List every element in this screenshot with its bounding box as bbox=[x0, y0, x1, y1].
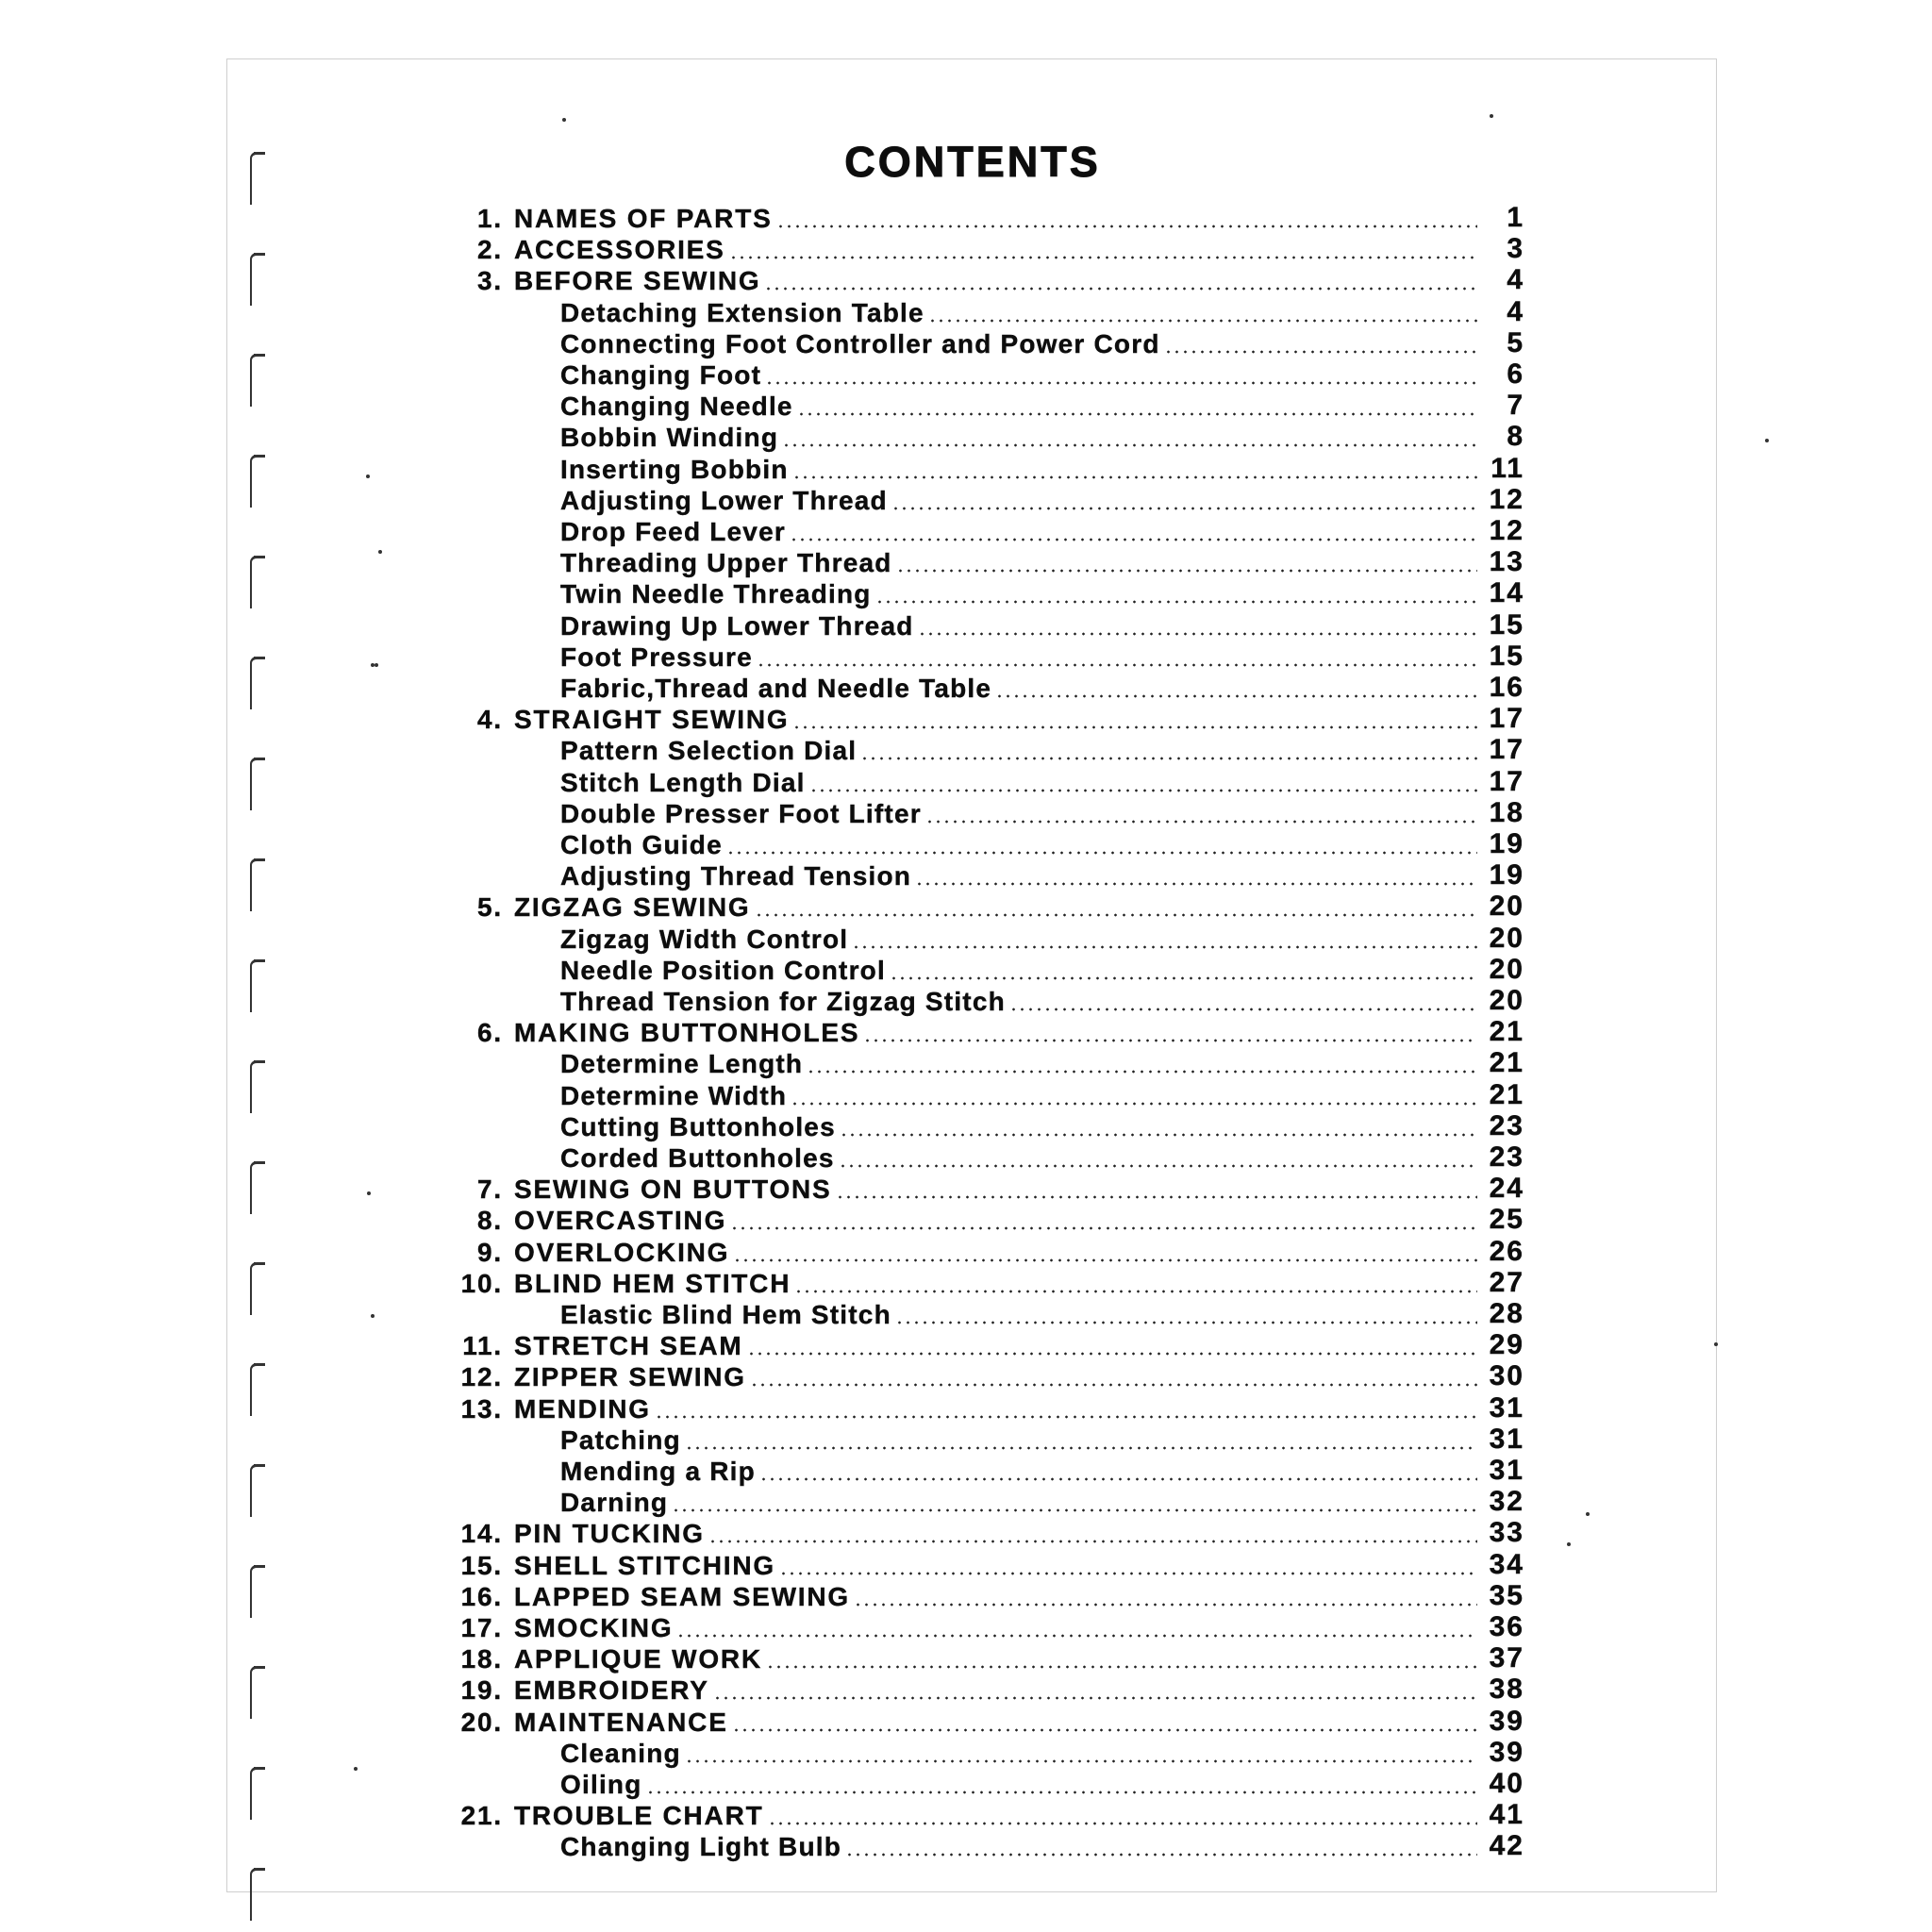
dot-leader bbox=[713, 1696, 1477, 1700]
toc-entry-label: Adjusting Lower Thread bbox=[560, 485, 888, 515]
dot-leader bbox=[794, 1290, 1477, 1293]
toc-entry-label: Determine Width bbox=[560, 1080, 788, 1110]
page-title: CONTENTS bbox=[844, 138, 1101, 186]
dot-leader bbox=[852, 945, 1477, 949]
toc-subsection-entry bbox=[560, 389, 1524, 420]
toc-entry-page-number: 5 bbox=[1507, 326, 1524, 358]
toc-entry-page-number: 23 bbox=[1489, 1141, 1524, 1173]
dot-leader bbox=[896, 569, 1477, 573]
dot-leader bbox=[672, 1508, 1477, 1512]
dot-leader bbox=[836, 1195, 1477, 1199]
toc-entry-label: MENDING bbox=[514, 1393, 651, 1424]
toc-entry-number: 4. bbox=[477, 705, 503, 735]
toc-entry-label: BEFORE SEWING bbox=[514, 266, 761, 296]
toc-entry-label: Pattern Selection Dial bbox=[560, 736, 858, 766]
toc-entry-page-number: 35 bbox=[1489, 1579, 1524, 1611]
toc-entry-page-number: 31 bbox=[1489, 1423, 1524, 1455]
toc-subsection-entry bbox=[560, 1141, 1524, 1172]
toc-entry-label: SHELL STITCHING bbox=[514, 1550, 775, 1580]
toc-entry-label: Corded Buttonholes bbox=[560, 1143, 835, 1173]
dot-leader bbox=[791, 1102, 1477, 1106]
toc-subsection-entry bbox=[560, 358, 1524, 389]
toc-entry-label: TROUBLE CHART bbox=[514, 1801, 764, 1831]
toc-entry-page-number: 27 bbox=[1489, 1266, 1524, 1298]
toc-entry-label: Fabric,Thread and Needle Table bbox=[560, 674, 992, 703]
toc-section-entry bbox=[425, 1673, 1524, 1704]
toc-subsection-entry bbox=[560, 420, 1524, 451]
toc-subsection-entry bbox=[560, 827, 1524, 858]
dot-leader bbox=[792, 725, 1477, 729]
dot-leader bbox=[655, 1415, 1477, 1419]
toc-entry-number: 17. bbox=[460, 1613, 503, 1642]
dot-leader bbox=[895, 1321, 1477, 1324]
toc-entry-page-number: 39 bbox=[1489, 1736, 1524, 1768]
toc-entry-label: BLIND HEM STITCH bbox=[514, 1268, 791, 1298]
toc-entry-page-number: 17 bbox=[1489, 734, 1524, 766]
toc-entry-page-number: 25 bbox=[1489, 1204, 1524, 1236]
toc-entry-page-number: 31 bbox=[1489, 1455, 1524, 1486]
toc-entry-page-number: 41 bbox=[1489, 1799, 1524, 1831]
toc-section-entry bbox=[425, 1015, 1524, 1046]
toc-entry-number: 8. bbox=[477, 1206, 503, 1236]
dot-leader bbox=[685, 1446, 1477, 1450]
toc-section-entry bbox=[425, 1579, 1524, 1610]
toc-entry-page-number: 42 bbox=[1489, 1830, 1524, 1862]
toc-subsection-entry bbox=[560, 1297, 1524, 1328]
toc-subsection-entry bbox=[560, 1829, 1524, 1860]
toc-entry-number: 21. bbox=[460, 1801, 503, 1831]
dot-leader bbox=[676, 1634, 1477, 1638]
toc-entry-number: 5. bbox=[477, 892, 503, 923]
toc-section-entry bbox=[425, 702, 1524, 733]
dot-leader bbox=[1164, 350, 1477, 354]
toc-entry-label: Cloth Guide bbox=[560, 830, 723, 859]
dot-leader bbox=[918, 632, 1477, 636]
toc-entry-number: 14. bbox=[460, 1519, 503, 1549]
toc-subsection-entry bbox=[560, 733, 1524, 764]
toc-entry-page-number: 33 bbox=[1489, 1517, 1524, 1549]
dot-leader bbox=[730, 1226, 1477, 1230]
dot-leader bbox=[729, 256, 1477, 259]
dot-leader bbox=[854, 1603, 1477, 1607]
toc-subsection-entry bbox=[560, 295, 1524, 326]
toc-subsection-entry bbox=[560, 1485, 1524, 1516]
dot-leader bbox=[646, 1790, 1477, 1794]
toc-entry-page-number: 20 bbox=[1489, 953, 1524, 985]
toc-entry-number: 10. bbox=[460, 1268, 503, 1298]
dot-leader bbox=[750, 1383, 1477, 1387]
toc-subsection-entry bbox=[560, 326, 1524, 358]
dot-leader bbox=[792, 475, 1477, 479]
toc-entry-number: 18. bbox=[460, 1644, 503, 1674]
toc-subsection-entry bbox=[560, 858, 1524, 890]
dot-leader bbox=[928, 319, 1477, 323]
scanned-page bbox=[226, 58, 1717, 1892]
toc-entry-label: PIN TUCKING bbox=[514, 1519, 705, 1549]
dot-leader bbox=[765, 381, 1477, 385]
toc-subsection-entry bbox=[560, 545, 1524, 576]
toc-entry-label: MAKING BUTTONHOLES bbox=[514, 1018, 860, 1048]
toc-entry-label: Adjusting Thread Tension bbox=[560, 861, 912, 891]
toc-entry-label: Detaching Extension Table bbox=[560, 297, 924, 327]
toc-entry-label: Bobbin Winding bbox=[560, 423, 779, 453]
toc-section-entry bbox=[425, 1235, 1524, 1266]
toc-entry-page-number: 28 bbox=[1489, 1298, 1524, 1329]
dot-leader bbox=[925, 820, 1477, 824]
toc-entry-page-number: 40 bbox=[1489, 1768, 1524, 1799]
toc-entry-label: Stitch Length Dial bbox=[560, 767, 806, 797]
toc-entry-page-number: 12 bbox=[1489, 515, 1524, 546]
toc-entry-label: Changing Light Bulb bbox=[560, 1832, 842, 1862]
table-of-contents bbox=[227, 59, 1718, 1893]
toc-entry-page-number: 18 bbox=[1489, 796, 1524, 828]
toc-entry-label: Connecting Foot Controller and Power Cord bbox=[560, 328, 1160, 358]
toc-entry-page-number: 37 bbox=[1489, 1642, 1524, 1674]
dot-leader bbox=[764, 287, 1477, 291]
toc-entry-label: STRETCH SEAM bbox=[514, 1331, 743, 1361]
toc-entry-label: Changing Foot bbox=[560, 360, 762, 390]
dot-leader bbox=[891, 507, 1477, 510]
toc-subsection-entry bbox=[560, 671, 1524, 702]
dot-leader bbox=[790, 538, 1477, 541]
toc-subsection-entry bbox=[560, 1767, 1524, 1798]
dot-leader bbox=[797, 412, 1477, 416]
toc-entry-number: 16. bbox=[460, 1581, 503, 1611]
toc-entry-label: Determine Length bbox=[560, 1049, 804, 1079]
dot-leader bbox=[890, 976, 1477, 980]
toc-entry-number: 15. bbox=[460, 1550, 503, 1580]
toc-subsection-entry bbox=[560, 640, 1524, 671]
toc-entry-page-number: 14 bbox=[1489, 577, 1524, 609]
toc-entry-number: 6. bbox=[477, 1018, 503, 1048]
toc-entry-label: Changing Needle bbox=[560, 391, 793, 422]
dot-leader bbox=[809, 789, 1477, 792]
toc-entry-label: Mending a Rip bbox=[560, 1457, 756, 1486]
toc-entry-page-number: 17 bbox=[1489, 765, 1524, 797]
toc-subsection-entry bbox=[560, 1109, 1524, 1141]
toc-entry-page-number: 24 bbox=[1489, 1173, 1524, 1205]
toc-entry-page-number: 15 bbox=[1489, 608, 1524, 641]
toc-section-entry bbox=[425, 1798, 1524, 1829]
dot-leader bbox=[840, 1133, 1477, 1137]
toc-entry-label: Foot Pressure bbox=[560, 641, 753, 672]
dot-leader bbox=[757, 663, 1477, 667]
toc-entry-label: MAINTENANCE bbox=[514, 1707, 728, 1737]
toc-entry-page-number: 4 bbox=[1507, 264, 1524, 296]
dot-leader bbox=[776, 225, 1477, 228]
toc-entry-label: Needle Position Control bbox=[560, 955, 886, 985]
toc-entry-page-number: 21 bbox=[1489, 1078, 1524, 1110]
toc-entry-number: 7. bbox=[477, 1174, 503, 1205]
toc-entry-number: 12. bbox=[460, 1362, 503, 1392]
toc-entry-page-number: 3 bbox=[1507, 233, 1524, 265]
toc-entry-page-number: 31 bbox=[1489, 1391, 1524, 1424]
toc-entry-label: OVERLOCKING bbox=[514, 1237, 730, 1267]
toc-entry-page-number: 20 bbox=[1489, 891, 1524, 923]
toc-entry-label: SMOCKING bbox=[514, 1613, 674, 1642]
toc-entry-page-number: 32 bbox=[1489, 1486, 1524, 1518]
toc-subsection-entry bbox=[560, 1423, 1524, 1454]
toc-section-entry bbox=[425, 1610, 1524, 1641]
toc-entry-page-number: 23 bbox=[1489, 1109, 1524, 1141]
toc-subsection-entry bbox=[560, 514, 1524, 545]
toc-entry-page-number: 20 bbox=[1489, 985, 1524, 1016]
dot-leader bbox=[782, 443, 1477, 447]
toc-entry-page-number: 19 bbox=[1489, 859, 1524, 891]
toc-entry-number: 1. bbox=[477, 204, 503, 233]
dot-leader bbox=[708, 1540, 1477, 1543]
toc-entry-label: ZIGZAG SEWING bbox=[514, 892, 751, 923]
toc-entry-label: Elastic Blind Hem Stitch bbox=[560, 1300, 891, 1329]
toc-subsection-entry bbox=[560, 953, 1524, 984]
toc-entry-label: Zigzag Width Control bbox=[560, 924, 849, 954]
toc-entry-number: 2. bbox=[477, 235, 503, 265]
toc-entry-label: SEWING ON BUTTONS bbox=[514, 1174, 832, 1205]
dot-leader bbox=[1009, 1008, 1477, 1011]
dot-leader bbox=[839, 1164, 1477, 1168]
toc-entry-page-number: 6 bbox=[1507, 358, 1524, 390]
toc-entry-page-number: 34 bbox=[1489, 1548, 1524, 1580]
dot-leader bbox=[845, 1853, 1477, 1857]
toc-entry-label: APPLIQUE WORK bbox=[514, 1644, 762, 1674]
toc-subsection-entry bbox=[560, 576, 1524, 608]
toc-entry-label: Threading Upper Thread bbox=[560, 548, 892, 578]
toc-entry-page-number: 21 bbox=[1489, 1047, 1524, 1079]
toc-entry-number: 13. bbox=[460, 1393, 503, 1424]
toc-section-entry bbox=[425, 232, 1524, 263]
toc-entry-page-number: 20 bbox=[1489, 922, 1524, 954]
dot-leader bbox=[807, 1070, 1477, 1074]
toc-entry-label: ACCESSORIES bbox=[514, 235, 725, 265]
dot-leader bbox=[759, 1477, 1477, 1481]
toc-entry-label: LAPPED SEAM SEWING bbox=[514, 1581, 850, 1611]
toc-entry-page-number: 13 bbox=[1489, 546, 1524, 578]
toc-entry-label: Drop Feed Lever bbox=[560, 517, 786, 546]
toc-entry-page-number: 16 bbox=[1489, 672, 1524, 703]
scan-speck bbox=[1765, 439, 1769, 442]
toc-entry-number: 20. bbox=[460, 1707, 503, 1737]
toc-subsection-entry bbox=[560, 608, 1524, 640]
toc-entry-page-number: 7 bbox=[1507, 390, 1524, 422]
dot-leader bbox=[733, 1258, 1477, 1262]
toc-entry-label: Inserting Bobbin bbox=[560, 454, 789, 484]
toc-entry-page-number: 17 bbox=[1489, 703, 1524, 735]
dot-leader bbox=[875, 600, 1477, 604]
toc-entry-label: Twin Needle Threading bbox=[560, 579, 872, 609]
toc-entry-label: Drawing Up Lower Thread bbox=[560, 610, 914, 641]
toc-section-entry bbox=[425, 1548, 1524, 1579]
toc-entry-page-number: 38 bbox=[1489, 1674, 1524, 1706]
toc-entry-page-number: 15 bbox=[1489, 640, 1524, 672]
toc-section-entry bbox=[425, 201, 1524, 232]
dot-leader bbox=[685, 1759, 1477, 1763]
toc-section-entry bbox=[425, 1203, 1524, 1234]
toc-entry-page-number: 12 bbox=[1489, 483, 1524, 515]
toc-entry-number: 19. bbox=[460, 1675, 503, 1706]
toc-entry-number: 11. bbox=[462, 1331, 503, 1361]
dot-leader bbox=[766, 1665, 1477, 1669]
toc-section-entry bbox=[425, 1391, 1524, 1423]
toc-entry-label: Oiling bbox=[560, 1770, 642, 1799]
dot-leader bbox=[768, 1822, 1478, 1825]
toc-entry-page-number: 8 bbox=[1507, 421, 1524, 453]
toc-section-entry bbox=[425, 263, 1524, 294]
toc-entry-number: 3. bbox=[477, 266, 503, 296]
toc-section-entry bbox=[425, 1705, 1524, 1736]
toc-entry-page-number: 36 bbox=[1489, 1611, 1524, 1642]
toc-subsection-entry bbox=[560, 483, 1524, 514]
dot-leader bbox=[863, 1039, 1477, 1042]
dot-leader bbox=[860, 757, 1477, 760]
toc-entry-label: Darning bbox=[560, 1488, 669, 1518]
toc-entry-page-number: 29 bbox=[1489, 1329, 1524, 1361]
dot-leader bbox=[726, 851, 1477, 855]
dot-leader bbox=[732, 1728, 1477, 1732]
toc-section-entry bbox=[425, 1172, 1524, 1203]
toc-subsection-entry bbox=[560, 1078, 1524, 1109]
toc-entry-label: Cleaning bbox=[560, 1738, 681, 1768]
toc-entry-page-number: 11 bbox=[1491, 452, 1524, 484]
toc-entry-label: Patching bbox=[560, 1424, 681, 1455]
dot-leader bbox=[915, 882, 1477, 886]
toc-section-entry bbox=[425, 890, 1524, 921]
dot-leader bbox=[755, 913, 1477, 917]
toc-entry-page-number: 39 bbox=[1489, 1705, 1524, 1737]
toc-entry-page-number: 1 bbox=[1507, 202, 1524, 233]
toc-section-entry bbox=[425, 1641, 1524, 1673]
toc-entry-label: ZIPPER SEWING bbox=[514, 1362, 746, 1392]
toc-subsection-entry bbox=[560, 1736, 1524, 1767]
toc-subsection-entry bbox=[560, 1454, 1524, 1485]
toc-subsection-entry bbox=[560, 984, 1524, 1015]
toc-entry-label: Double Presser Foot Lifter bbox=[560, 798, 922, 828]
toc-section-entry bbox=[425, 1328, 1524, 1359]
toc-entry-label: NAMES OF PARTS bbox=[514, 204, 773, 233]
dot-leader bbox=[747, 1352, 1478, 1356]
toc-section-entry bbox=[425, 1516, 1524, 1547]
toc-subsection-entry bbox=[560, 765, 1524, 796]
toc-entry-label: EMBROIDERY bbox=[514, 1675, 709, 1706]
dot-leader bbox=[779, 1572, 1477, 1575]
toc-subsection-entry bbox=[560, 1046, 1524, 1077]
toc-entry-label: OVERCASTING bbox=[514, 1206, 727, 1236]
toc-section-entry bbox=[425, 1359, 1524, 1391]
toc-entry-page-number: 19 bbox=[1489, 828, 1524, 859]
toc-entry-page-number: 21 bbox=[1489, 1016, 1524, 1048]
toc-entry-label: Thread Tension for Zigzag Stitch bbox=[560, 987, 1006, 1016]
toc-entry-page-number: 30 bbox=[1489, 1360, 1524, 1392]
toc-subsection-entry bbox=[560, 922, 1524, 953]
dot-leader bbox=[995, 694, 1477, 698]
toc-entry-page-number: 26 bbox=[1489, 1235, 1524, 1267]
toc-subsection-entry bbox=[560, 796, 1524, 827]
toc-entry-page-number: 4 bbox=[1507, 295, 1524, 327]
toc-subsection-entry bbox=[560, 452, 1524, 483]
toc-entry-label: Cutting Buttonholes bbox=[560, 1111, 836, 1141]
toc-entry-number: 9. bbox=[477, 1237, 503, 1267]
toc-section-entry bbox=[425, 1266, 1524, 1297]
toc-entry-label: STRAIGHT SEWING bbox=[514, 705, 790, 735]
